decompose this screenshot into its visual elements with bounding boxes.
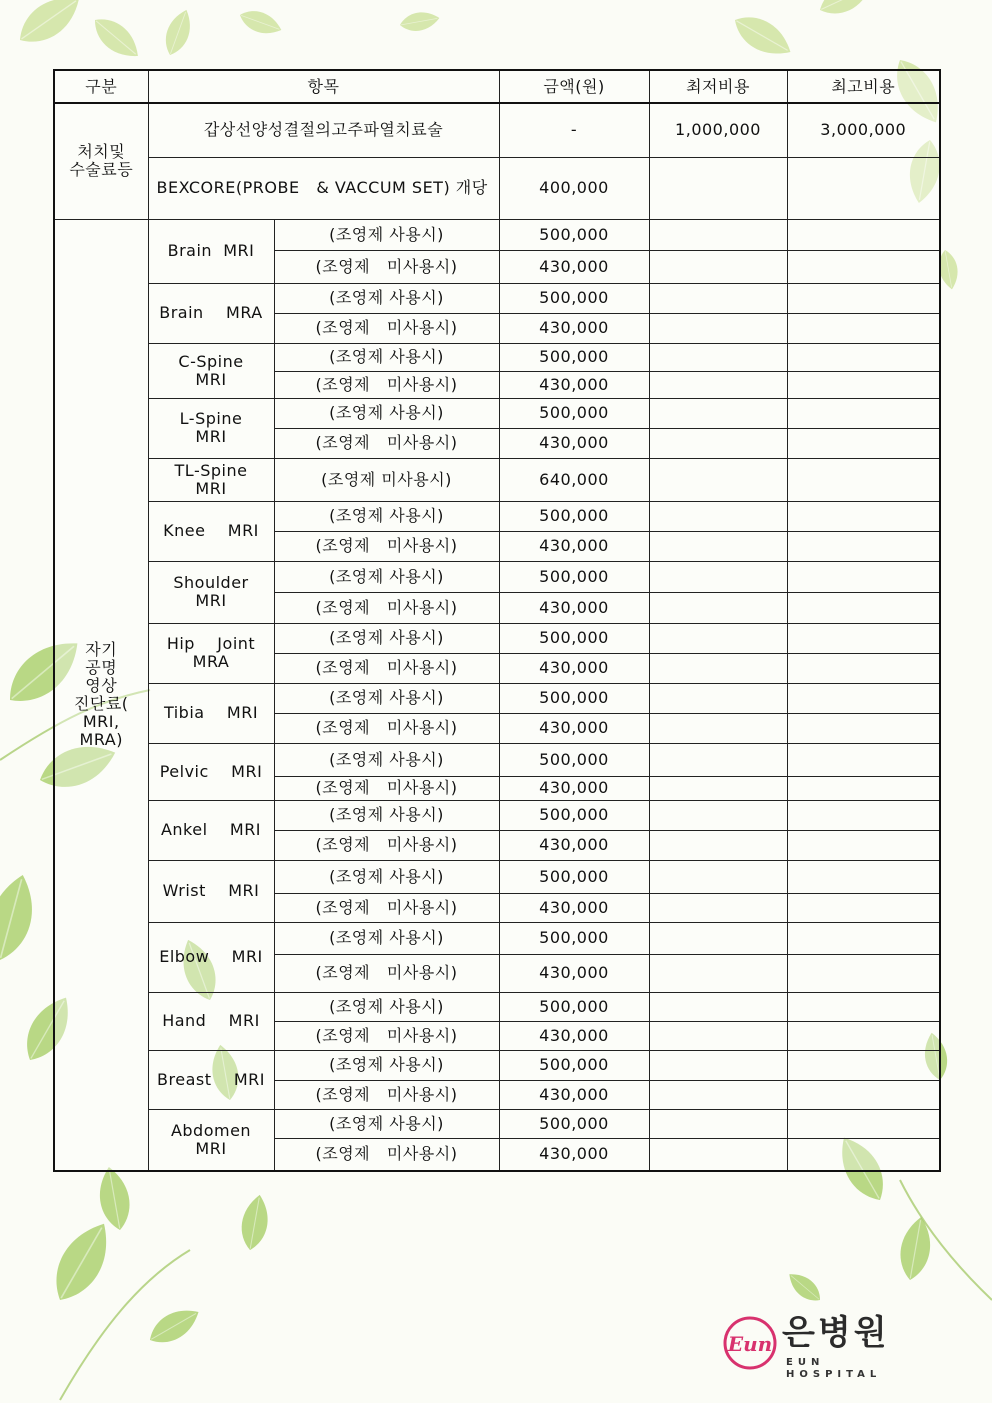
exam-max-cost xyxy=(787,283,940,313)
exam-min-cost xyxy=(649,830,787,860)
table-row xyxy=(54,343,940,371)
exam-min-cost xyxy=(649,313,787,343)
header-category: 구분 xyxy=(54,70,148,103)
exam-amount: 500,000 xyxy=(499,283,649,313)
exam-max-cost xyxy=(787,250,940,283)
exam-amount: 430,000 xyxy=(499,371,649,398)
exam-amount: 640,000 xyxy=(499,458,649,501)
exam-max-cost xyxy=(787,592,940,623)
contrast-option: (조영제 미사용시) xyxy=(274,592,499,623)
header-max-cost: 최고비용 xyxy=(787,70,940,103)
exam-min-cost xyxy=(649,776,787,800)
exam-max-cost xyxy=(787,219,940,250)
exam-min-cost xyxy=(649,713,787,743)
contrast-option: (조영제 미사용시) xyxy=(274,1080,499,1109)
contrast-option: (조영제 미사용시) xyxy=(274,428,499,458)
exam-amount: 430,000 xyxy=(499,776,649,800)
contrast-option: (조영제 미사용시) xyxy=(274,830,499,860)
exam-amount: 500,000 xyxy=(499,561,649,592)
table-row xyxy=(54,157,940,219)
contrast-option: (조영제 사용시) xyxy=(274,1050,499,1080)
exam-amount: 500,000 xyxy=(499,398,649,428)
exam-max-cost xyxy=(787,713,940,743)
contrast-option: (조영제 미사용시) xyxy=(274,1021,499,1050)
header-item: 항목 xyxy=(148,70,499,103)
category-procedures: 처치및 수술료등 xyxy=(54,103,148,219)
exam-max-cost xyxy=(787,954,940,992)
exam-amount: 430,000 xyxy=(499,830,649,860)
exam-min-cost xyxy=(649,954,787,992)
exam-max-cost xyxy=(787,623,940,653)
table-row xyxy=(54,683,940,713)
procedure-item: BEXCORE(PROBE & VACCUM SET) 개당 xyxy=(148,157,499,219)
table-row xyxy=(54,398,940,428)
contrast-option: (조영제 미사용시) xyxy=(274,313,499,343)
procedure-max-cost: 3,000,000 xyxy=(787,103,940,157)
contrast-option: (조영제 미사용시) xyxy=(274,653,499,683)
exam-max-cost xyxy=(787,776,940,800)
procedure-min-cost xyxy=(649,157,787,219)
contrast-option: (조영제 사용시) xyxy=(274,398,499,428)
exam-min-cost xyxy=(649,922,787,954)
contrast-option: (조영제 미사용시) xyxy=(274,458,499,501)
contrast-option: (조영제 미사용시) xyxy=(274,531,499,561)
exam-min-cost xyxy=(649,743,787,776)
exam-min-cost xyxy=(649,283,787,313)
exam-min-cost xyxy=(649,250,787,283)
exam-min-cost xyxy=(649,683,787,713)
exam-min-cost xyxy=(649,428,787,458)
exam-min-cost xyxy=(649,343,787,371)
exam-name: L-Spine MRI xyxy=(148,398,274,458)
table-row xyxy=(54,623,940,653)
exam-max-cost xyxy=(787,893,940,922)
exam-min-cost xyxy=(649,893,787,922)
contrast-option: (조영제 미사용시) xyxy=(274,1138,499,1171)
logo-mark-icon xyxy=(722,1315,778,1371)
exam-name: Knee MRI xyxy=(148,501,274,561)
exam-max-cost xyxy=(787,561,940,592)
exam-min-cost xyxy=(649,653,787,683)
exam-amount: 430,000 xyxy=(499,1138,649,1171)
exam-name: Brain MRI xyxy=(148,219,274,283)
exam-max-cost xyxy=(787,743,940,776)
logo-mark-text: Eun xyxy=(727,1332,773,1356)
exam-min-cost xyxy=(649,458,787,501)
contrast-option: (조영제 사용시) xyxy=(274,992,499,1021)
contrast-option: (조영제 사용시) xyxy=(274,860,499,893)
contrast-option: (조영제 사용시) xyxy=(274,283,499,313)
table-row xyxy=(54,800,940,830)
exam-amount: 430,000 xyxy=(499,531,649,561)
table-row xyxy=(54,283,940,313)
exam-min-cost xyxy=(649,371,787,398)
exam-name: Abdomen MRI xyxy=(148,1109,274,1171)
table-header-row xyxy=(54,70,940,103)
exam-name: TL-Spine MRI xyxy=(148,458,274,501)
exam-max-cost xyxy=(787,1138,940,1171)
exam-max-cost xyxy=(787,992,940,1021)
exam-name: Ankel MRI xyxy=(148,800,274,860)
exam-name: C-Spine MRI xyxy=(148,343,274,398)
contrast-option: (조영제 미사용시) xyxy=(274,371,499,398)
exam-amount: 430,000 xyxy=(499,1080,649,1109)
exam-max-cost xyxy=(787,653,940,683)
procedure-min-cost: 1,000,000 xyxy=(649,103,787,157)
exam-max-cost xyxy=(787,830,940,860)
exam-min-cost xyxy=(649,860,787,893)
exam-amount: 500,000 xyxy=(499,219,649,250)
table-row xyxy=(54,860,940,893)
contrast-option: (조영제 사용시) xyxy=(274,561,499,592)
contrast-option: (조영제 미사용시) xyxy=(274,954,499,992)
contrast-option: (조영제 사용시) xyxy=(274,501,499,531)
exam-amount: 430,000 xyxy=(499,313,649,343)
exam-max-cost xyxy=(787,1109,940,1138)
contrast-option: (조영제 미사용시) xyxy=(274,250,499,283)
exam-amount: 500,000 xyxy=(499,992,649,1021)
exam-amount: 500,000 xyxy=(499,743,649,776)
exam-max-cost xyxy=(787,343,940,371)
contrast-option: (조영제 사용시) xyxy=(274,623,499,653)
exam-min-cost xyxy=(649,561,787,592)
table-row xyxy=(54,501,940,531)
exam-min-cost xyxy=(649,398,787,428)
exam-amount: 500,000 xyxy=(499,800,649,830)
table-row xyxy=(54,1109,940,1138)
exam-max-cost xyxy=(787,371,940,398)
exam-amount: 500,000 xyxy=(499,501,649,531)
table-row xyxy=(54,103,940,157)
exam-min-cost xyxy=(649,992,787,1021)
exam-min-cost xyxy=(649,592,787,623)
exam-amount: 500,000 xyxy=(499,343,649,371)
logo-english-name: EUN HOSPITAL xyxy=(786,1357,882,1380)
contrast-option: (조영제 사용시) xyxy=(274,743,499,776)
contrast-option: (조영제 미사용시) xyxy=(274,893,499,922)
exam-max-cost xyxy=(787,398,940,428)
exam-amount: 430,000 xyxy=(499,893,649,922)
contrast-option: (조영제 미사용시) xyxy=(274,776,499,800)
contrast-option: (조영제 사용시) xyxy=(274,219,499,250)
exam-min-cost xyxy=(649,1138,787,1171)
fee-table xyxy=(53,69,941,1172)
table-row xyxy=(54,992,940,1021)
exam-min-cost xyxy=(649,501,787,531)
contrast-option: (조영제 사용시) xyxy=(274,800,499,830)
procedure-item: 갑상선양성결절의고주파열치료술 xyxy=(148,103,499,157)
header-amount: 금액(원) xyxy=(499,70,649,103)
exam-amount: 430,000 xyxy=(499,592,649,623)
category-mri: 자기 공명 영상 진단료( MRI, MRA) xyxy=(54,219,148,1171)
exam-amount: 500,000 xyxy=(499,623,649,653)
exam-amount: 430,000 xyxy=(499,250,649,283)
exam-amount: 500,000 xyxy=(499,1109,649,1138)
exam-max-cost xyxy=(787,428,940,458)
exam-amount: 430,000 xyxy=(499,1021,649,1050)
procedure-amount: 400,000 xyxy=(499,157,649,219)
exam-max-cost xyxy=(787,313,940,343)
header-min-cost: 최저비용 xyxy=(649,70,787,103)
contrast-option: (조영제 사용시) xyxy=(274,1109,499,1138)
exam-name: Tibia MRI xyxy=(148,683,274,743)
exam-min-cost xyxy=(649,1021,787,1050)
exam-min-cost xyxy=(649,1109,787,1138)
procedure-max-cost xyxy=(787,157,940,219)
exam-name: Brain MRA xyxy=(148,283,274,343)
exam-name: Hip Joint MRA xyxy=(148,623,274,683)
exam-min-cost xyxy=(649,1050,787,1080)
contrast-option: (조영제 사용시) xyxy=(274,343,499,371)
exam-amount: 430,000 xyxy=(499,428,649,458)
exam-name: Hand MRI xyxy=(148,992,274,1050)
logo-korean-name: 은병원 xyxy=(782,1313,890,1353)
procedure-amount: - xyxy=(499,103,649,157)
exam-name: Shoulder MRI xyxy=(148,561,274,623)
exam-max-cost xyxy=(787,1050,940,1080)
exam-max-cost xyxy=(787,1080,940,1109)
exam-max-cost xyxy=(787,501,940,531)
contrast-option: (조영제 사용시) xyxy=(274,922,499,954)
exam-name: Elbow MRI xyxy=(148,922,274,992)
contrast-option: (조영제 사용시) xyxy=(274,683,499,713)
exam-name: Pelvic MRI xyxy=(148,743,274,800)
exam-min-cost xyxy=(649,800,787,830)
exam-min-cost xyxy=(649,623,787,653)
exam-max-cost xyxy=(787,860,940,893)
table-row xyxy=(54,1050,940,1080)
exam-max-cost xyxy=(787,683,940,713)
exam-amount: 500,000 xyxy=(499,683,649,713)
exam-amount: 500,000 xyxy=(499,1050,649,1080)
exam-amount: 500,000 xyxy=(499,922,649,954)
table-row xyxy=(54,219,940,250)
exam-max-cost xyxy=(787,531,940,561)
exam-max-cost xyxy=(787,1021,940,1050)
exam-amount: 430,000 xyxy=(499,653,649,683)
exam-min-cost xyxy=(649,531,787,561)
exam-max-cost xyxy=(787,800,940,830)
contrast-option: (조영제 미사용시) xyxy=(274,713,499,743)
exam-min-cost xyxy=(649,219,787,250)
table-row xyxy=(54,922,940,954)
exam-min-cost xyxy=(649,1080,787,1109)
exam-name: Breast MRI xyxy=(148,1050,274,1109)
exam-max-cost xyxy=(787,458,940,501)
table-row xyxy=(54,743,940,776)
table-row xyxy=(54,458,940,501)
hospital-logo xyxy=(722,1313,912,1380)
table-row xyxy=(54,561,940,592)
exam-amount: 430,000 xyxy=(499,713,649,743)
exam-amount: 430,000 xyxy=(499,954,649,992)
exam-amount: 500,000 xyxy=(499,860,649,893)
exam-name: Wrist MRI xyxy=(148,860,274,922)
exam-max-cost xyxy=(787,922,940,954)
